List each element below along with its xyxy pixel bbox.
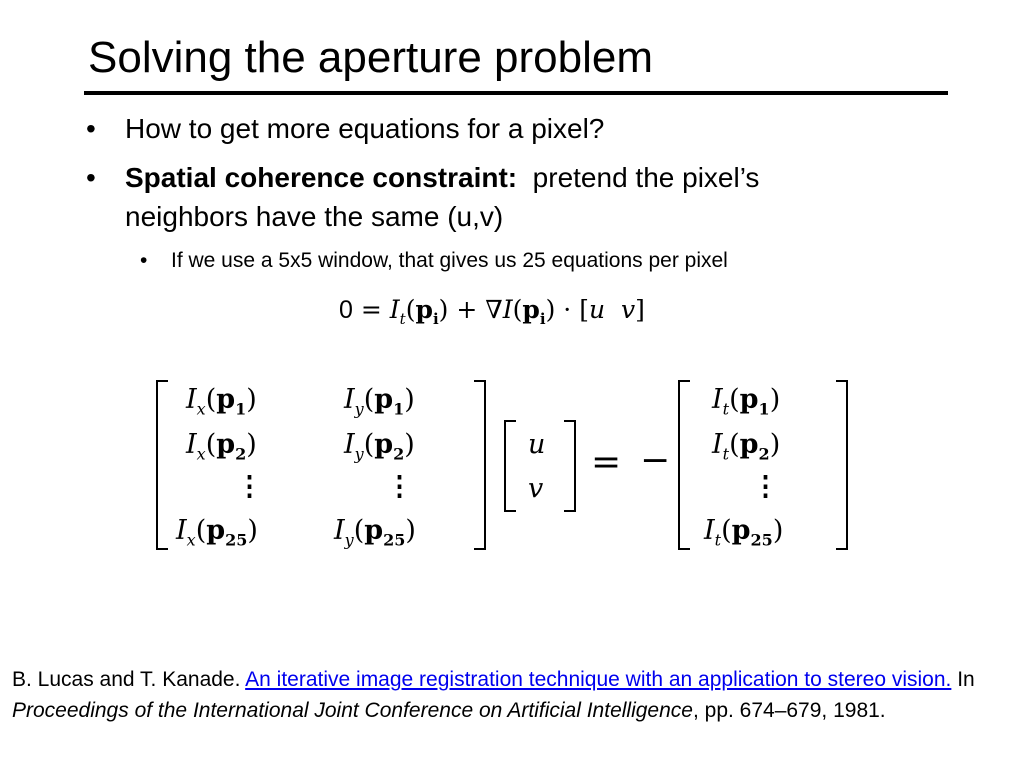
eq-v: v — [620, 295, 636, 324]
vector-u: u — [528, 429, 546, 460]
eq-i2: i — [539, 310, 546, 328]
m-t: t — [714, 530, 722, 550]
matrix-cell-1-1: $I_x(p_1)$ — [186, 384, 257, 419]
m-I: I — [344, 429, 355, 460]
m-x: x — [196, 444, 206, 464]
eq-I: I — [389, 295, 400, 324]
m-I: I — [186, 429, 197, 460]
vector-v: v — [528, 473, 544, 504]
eq-I2: I — [502, 295, 513, 324]
eq-plus: + — [456, 295, 478, 324]
reference-in: In — [957, 668, 975, 691]
matrix-vdots-1: ⋮ — [236, 471, 263, 502]
reference-venue: Proceedings of the International Joint Conference on Artificial Intelligence — [12, 699, 693, 722]
m-I: I — [712, 429, 723, 460]
bullet-glyph: • — [86, 162, 96, 193]
m-I: I — [186, 384, 197, 415]
eq-close2: ) — [545, 295, 556, 324]
m-I: I — [334, 515, 345, 546]
bullet-glyph: • — [86, 113, 96, 144]
m-p: p — [374, 429, 394, 460]
reference-details: , pp. 674–679, 1981. — [692, 699, 886, 722]
eq-equals: = — [360, 295, 382, 324]
m-p: p — [374, 384, 394, 415]
title-underline — [84, 91, 948, 95]
m-p: p — [216, 384, 236, 415]
rhs-cell-2: $I_t(p_2)$ — [712, 429, 781, 464]
matrix-cell-2-2: $I_y(p_2)$ — [344, 429, 415, 464]
m-n: 25 — [750, 530, 773, 550]
m-I: I — [176, 515, 187, 546]
eq-rbr: ] — [635, 295, 645, 324]
m-n: 25 — [383, 530, 406, 550]
m-t: t — [722, 399, 730, 419]
eq-i: i — [432, 310, 439, 328]
eq-dot: · — [563, 295, 572, 324]
eq-p: p — [415, 295, 433, 324]
equals-sign: = — [591, 442, 622, 483]
m-n: 1 — [758, 399, 770, 419]
slide-title: Solving the aperture problem — [88, 33, 653, 82]
m-I: I — [344, 384, 355, 415]
m-y: y — [344, 530, 354, 550]
m-n: 25 — [225, 530, 248, 550]
bullet-1-text: How to get more equations for a pixel? — [125, 113, 605, 144]
bullet-glyph: • — [140, 249, 148, 272]
m-p: p — [739, 429, 759, 460]
matrix-cell-2-1: $I_x(p_2)$ — [186, 429, 257, 464]
reference — [12, 664, 1012, 726]
eq-lbr: [ — [579, 295, 589, 324]
m-n: 2 — [235, 444, 247, 464]
m-x: x — [196, 399, 206, 419]
m-n: 2 — [758, 444, 770, 464]
eq-t: t — [399, 310, 406, 328]
eq-open2: ( — [512, 295, 523, 324]
bullet-2-line-1 — [125, 160, 965, 196]
bullet-2-line-2: neighbors have the same (u,v) — [125, 201, 504, 232]
matrix-cell-25-2: $I_y(p_{25})$ — [334, 515, 416, 550]
eq-nabla: ∇ — [485, 295, 503, 324]
m-p: p — [216, 429, 236, 460]
eq-close: ) — [438, 295, 449, 324]
m-I: I — [704, 515, 715, 546]
matrix-cell-25-1: $I_x(p_{25})$ — [176, 515, 258, 550]
minus-sign: − — [640, 440, 671, 481]
sub-bullet-text: If we use a 5x5 window, that gives us 25 equations per pixel — [171, 249, 728, 272]
m-p: p — [731, 515, 751, 546]
m-y: y — [354, 444, 364, 464]
reference-link[interactable]: An iterative image registration technique with an application to stereo vision. — [245, 668, 952, 691]
eq-open: ( — [405, 295, 416, 324]
bullet-2-bold: Spatial coherence constraint: — [125, 162, 518, 193]
matrix-vdots-2: ⋮ — [386, 471, 413, 502]
m-n: 2 — [393, 444, 405, 464]
brightness-constancy-equation — [339, 292, 645, 337]
m-p: p — [206, 515, 226, 546]
m-y: y — [354, 399, 364, 419]
eq-zero: 0 — [339, 296, 353, 324]
rhs-cell-1: $I_t(p_1)$ — [712, 384, 781, 419]
eq-u: u — [588, 295, 606, 324]
m-t: t — [722, 444, 730, 464]
m-I: I — [712, 384, 723, 415]
matrix-cell-1-2: $I_y(p_1)$ — [344, 384, 415, 419]
m-n: 1 — [393, 399, 405, 419]
reference-authors: B. Lucas and T. Kanade. — [12, 668, 241, 691]
rhs-vdots: ⋮ — [752, 471, 779, 502]
m-p: p — [739, 384, 759, 415]
m-n: 1 — [235, 399, 247, 419]
bullet-2-text: pretend the pixel’s — [532, 162, 760, 193]
eq-p2: p — [522, 295, 540, 324]
rhs-cell-25: $I_t(p_{25})$ — [704, 515, 784, 550]
m-x: x — [186, 530, 196, 550]
m-p: p — [364, 515, 384, 546]
